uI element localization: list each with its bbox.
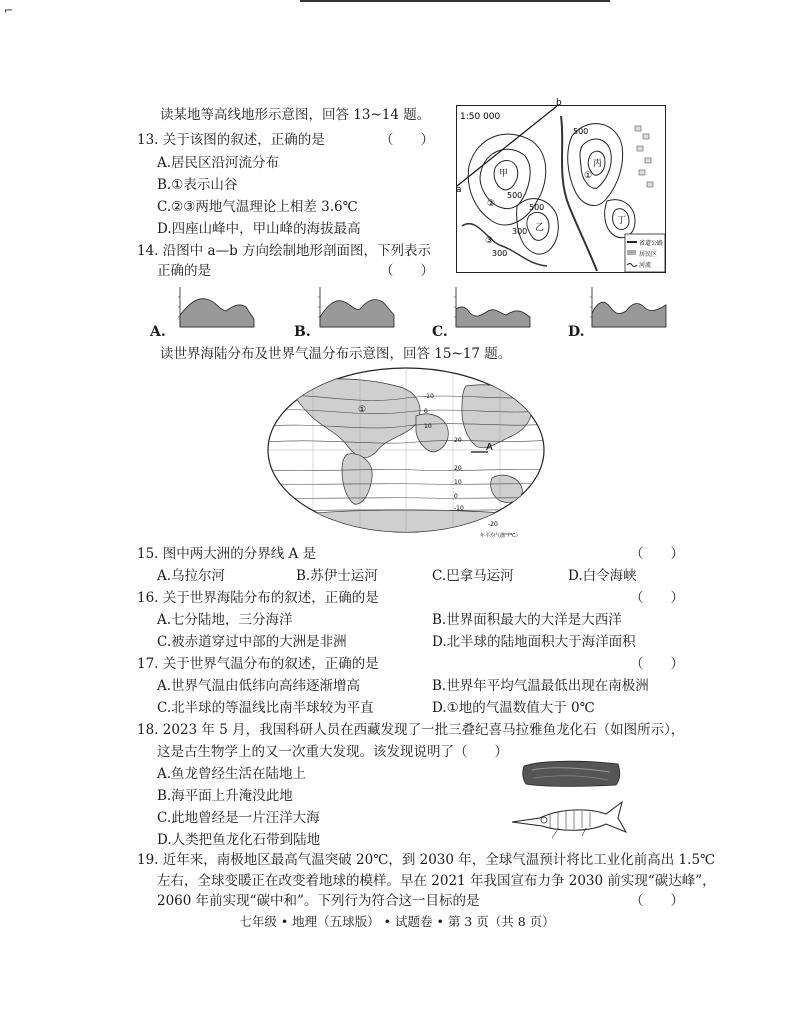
q17-option-d[interactable]: D.①地的气温数值大于 0℃ (432, 700, 595, 716)
line-a-label: A (486, 442, 493, 453)
q13-answer-paren[interactable]: （ ） (380, 132, 434, 148)
q16-option-b[interactable]: B.世界面积最大的大洋是大西洋 (432, 612, 622, 628)
isotherm-label-9: -20 (488, 521, 498, 528)
profile-chart-c[interactable] (444, 285, 534, 333)
q18-option-c[interactable]: C.此地曾经是一片汪洋大海 (157, 810, 320, 826)
q15-answer-paren[interactable]: （ ） (630, 546, 684, 562)
q16-option-c[interactable]: C.被赤道穿过中部的大洲是非洲 (157, 634, 347, 650)
q16-answer-paren[interactable]: （ ） (630, 590, 684, 606)
world-map-legend: 年平均气温（℃） (480, 533, 521, 539)
q17-option-c[interactable]: C.北半球的等温线比南半球较为平直 (157, 700, 374, 716)
q13-option-b[interactable]: B.①表示山谷 (157, 177, 238, 193)
isotherm-label-1: -10 (424, 393, 434, 400)
elev-label-1: 500 (507, 191, 523, 200)
q18-option-a[interactable]: A.鱼龙曾经生活在陆地上 (157, 766, 307, 782)
q18-option-b[interactable]: B.海平面上升淹没此地 (157, 788, 293, 804)
world-isotherm-map (266, 366, 548, 538)
contour-map (456, 98, 666, 273)
q17-answer-paren[interactable]: （ ） (630, 656, 684, 672)
isotherm-label-8: -10 (454, 505, 464, 512)
q13-option-d[interactable]: D.四座山峰中，甲山峰的海拔最高 (157, 221, 361, 237)
marker-2: ② (487, 199, 496, 209)
profile-chart-a[interactable] (168, 285, 258, 333)
q14-option-d[interactable]: D. (568, 324, 585, 340)
q19-line-1: 19. 近年来，南极地区最高气温突破 20℃，到 2030 年，全球气温预计将比工业化前高出 1.5℃ (137, 852, 716, 868)
peak-ding: 丁 (617, 216, 627, 226)
isotherm-label-3: 10 (424, 423, 432, 430)
isotherm-label-2: 0 (424, 408, 428, 415)
q13-option-c[interactable]: C.②③两地气温理论上相差 3.6℃ (157, 199, 358, 215)
q15-option-b[interactable]: B.苏伊士运河 (296, 568, 378, 584)
q14-stem-2: 正确的是 (157, 263, 211, 279)
peak-bing: 丙 (593, 159, 603, 169)
q17-option-b[interactable]: B.世界年平均气温最低出现在南极洲 (432, 678, 649, 694)
profile-chart-d[interactable] (580, 285, 670, 333)
q15-option-d[interactable]: D.白令海峡 (568, 568, 637, 584)
point-a-label: a (456, 185, 462, 195)
elev-label-3: 300 (492, 249, 508, 258)
corner-mark: ⌐ (4, 4, 14, 17)
intro-13-14: 读某地等高线地形示意图，回答 13~14 题。 (160, 107, 431, 123)
marker-1: ① (584, 171, 593, 181)
page-footer: 七年级 • 地理（五球版） • 试题卷 • 第 3 页（共 8 页） (239, 914, 555, 929)
q14-stem: 14. 沿图中 a—b 方向绘制地形剖面图，下列表示 (137, 243, 432, 259)
q19-line-2: 左右，全球变暖正在改变着地球的模样。早在 2021 年我国宣布力争 2030 前实现“碳达峰”， (157, 873, 716, 889)
q15-option-c[interactable]: C.巴拿马运河 (432, 568, 514, 584)
point-b-label: b (556, 98, 562, 108)
legend-road: 省道公路 (639, 240, 664, 247)
q16-stem: 16. 关于世界海陆分布的叙述，正确的是 (137, 590, 379, 606)
q14-option-a[interactable]: A. (150, 324, 166, 340)
q18-stem-2: 这是古生物学上的又一次重大发现。该发现说明了（ ） (157, 744, 508, 760)
ichthyosaur-skeleton-illustration (510, 796, 628, 842)
contour-map-svg (456, 98, 665, 272)
peak-jia: 甲 (499, 169, 509, 179)
fossil-rock-photo (522, 758, 622, 788)
q13-option-a[interactable]: A.居民区沿河流分布 (157, 155, 280, 171)
map-scale: 1:50 000 (460, 112, 501, 122)
isotherm-label-5: 20 (454, 465, 462, 472)
legend-river: 河流 (639, 262, 652, 269)
isotherm-label-6: 10 (454, 479, 462, 486)
q19-answer-paren[interactable]: （ ） (630, 893, 684, 909)
q16-option-d[interactable]: D.北半球的陆地面积大于海洋面积 (432, 634, 636, 650)
top-rule (300, 0, 610, 2)
isotherm-label-4: 20 (454, 437, 462, 444)
world-marker-1: ① (358, 405, 367, 415)
q14-option-b[interactable]: B. (294, 324, 311, 340)
peak-yi: 乙 (535, 223, 545, 233)
q16-option-a[interactable]: A.七分陆地，三分海洋 (157, 612, 293, 628)
q18-option-d[interactable]: D.人类把鱼龙化石带到陆地 (157, 832, 321, 848)
q15-stem: 15. 图中两大洲的分界线 A 是 (137, 546, 317, 562)
q13-stem: 13. 关于该图的叙述，正确的是 (137, 132, 325, 148)
legend-residential: 居民区 (639, 251, 658, 258)
elev-label-2: 300 (512, 227, 528, 236)
marker-3: ③ (485, 236, 494, 246)
q14-answer-paren[interactable]: （ ） (380, 263, 434, 279)
elev-label-5: 500 (529, 203, 545, 212)
q19-line-3: 2060 年前实现“碳中和”。下列行为符合这一目标的是 (157, 893, 480, 909)
q17-option-a[interactable]: A.世界气温由低纬向高纬逐渐增高 (157, 678, 361, 694)
q14-option-c[interactable]: C. (432, 324, 448, 340)
isotherm-label-7: 0 (454, 493, 458, 500)
profile-chart-b[interactable] (308, 285, 398, 333)
q18-stem: 18. 2023 年 5 月，我国科研人员在西藏发现了一批三叠纪喜马拉雅鱼龙化石（如图所示）， (137, 722, 685, 738)
q15-option-a[interactable]: A.乌拉尔河 (157, 568, 226, 584)
q17-stem: 17. 关于世界气温分布的叙述，正确的是 (137, 656, 379, 672)
elev-label-4: 500 (573, 127, 589, 136)
intro-15-17: 读世界海陆分布及世界气温分布示意图，回答 15~17 题。 (160, 346, 512, 362)
